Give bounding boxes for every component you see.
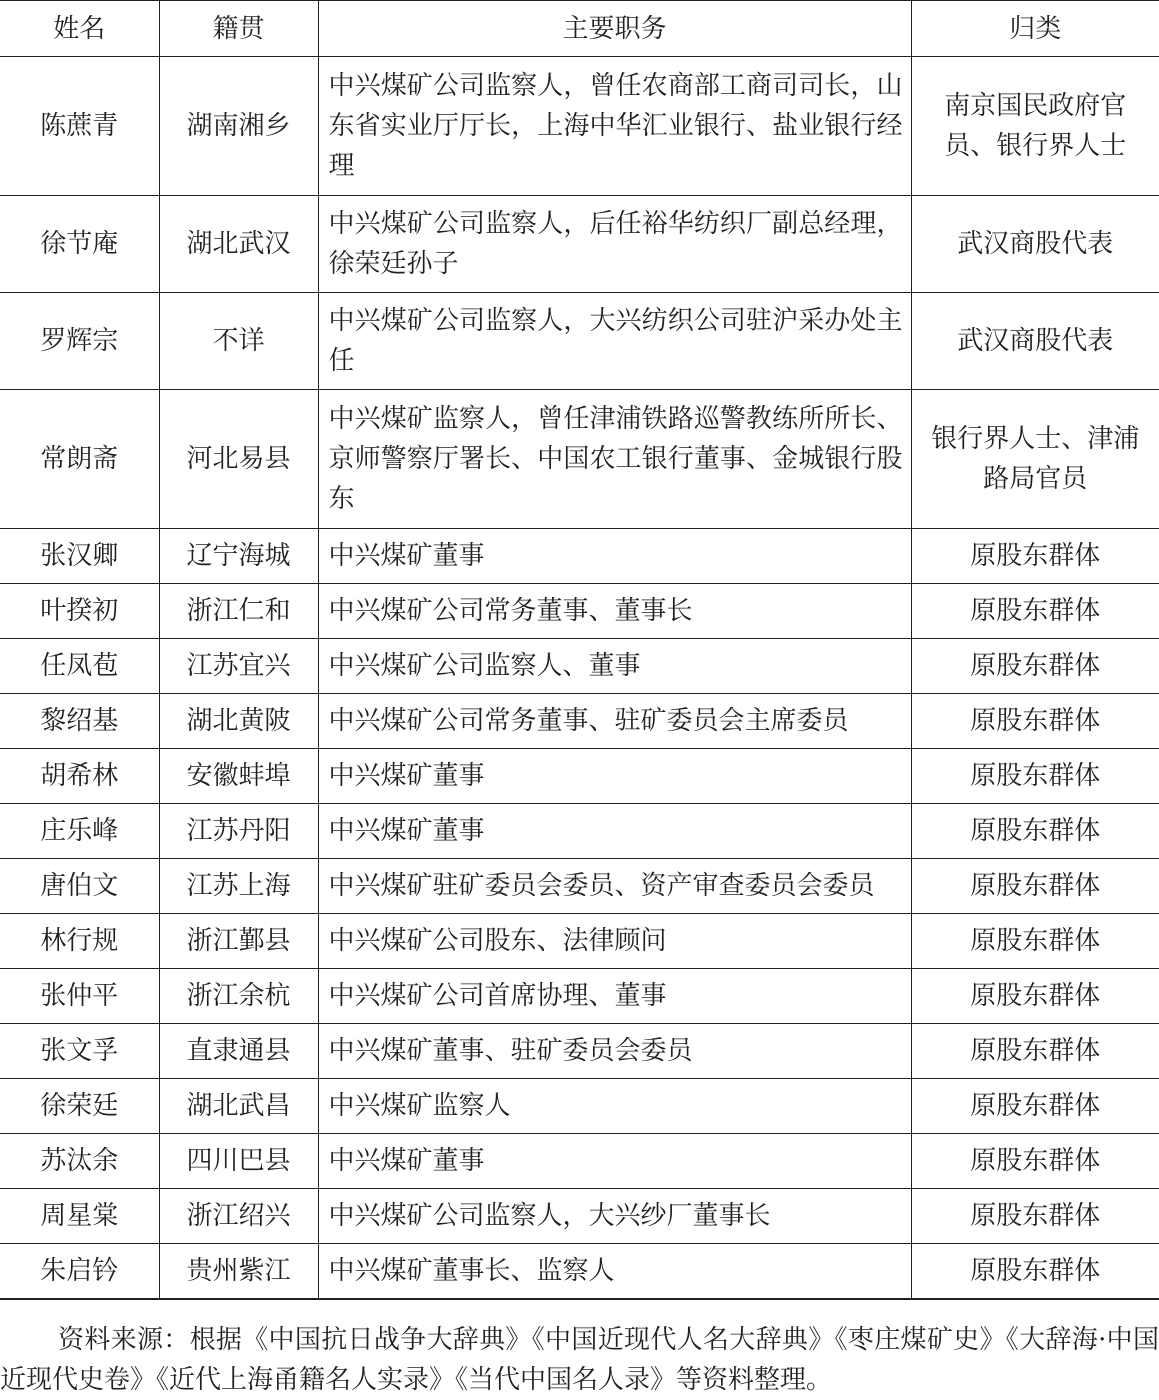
cell-origin: 安徽蚌埠 <box>159 749 318 804</box>
cell-origin: 浙江仁和 <box>159 584 318 639</box>
table-row <box>0 196 1159 293</box>
table-row <box>0 1189 1159 1244</box>
cell-duty: 中兴煤矿董事、驻矿委员会委员 <box>318 1024 911 1079</box>
cell-origin: 不详 <box>159 293 318 390</box>
cell-name: 陈蔗青 <box>0 57 159 196</box>
table-row <box>0 969 1159 1024</box>
cell-name: 张汉卿 <box>0 529 159 584</box>
cell-origin: 浙江鄞县 <box>159 914 318 969</box>
cell-category: 原股东群体 <box>911 1079 1159 1134</box>
table-row <box>0 749 1159 804</box>
cell-name: 朱启钤 <box>0 1244 159 1299</box>
cell-origin: 辽宁海城 <box>159 529 318 584</box>
cell-name: 任凤苞 <box>0 639 159 694</box>
cell-name: 庄乐峰 <box>0 804 159 859</box>
cell-duty: 中兴煤矿董事长、监察人 <box>318 1244 911 1299</box>
cell-duty: 中兴煤矿董事 <box>318 529 911 584</box>
cell-category: 原股东群体 <box>911 804 1159 859</box>
cell-duty: 中兴煤矿公司监察人，大兴纺织公司驻沪采办处主任 <box>318 293 911 390</box>
table-row <box>0 390 1159 529</box>
cell-origin: 河北易县 <box>159 390 318 529</box>
cell-duty: 中兴煤矿公司监察人，大兴纱厂董事长 <box>318 1189 911 1244</box>
cell-name: 张仲平 <box>0 969 159 1024</box>
source-note: 资料来源：根据《中国抗日战争大辞典》《中国近现代人名大辞典》《枣庄煤矿史》《大辞海·中国近现代史卷》《近代上海甬籍名人实录》《当代中国名人录》等资料整理。 <box>0 1325 1159 1395</box>
cell-name: 周星棠 <box>0 1189 159 1244</box>
cell-name: 罗辉宗 <box>0 293 159 390</box>
cell-origin: 贵州紫江 <box>159 1244 318 1299</box>
cell-category: 原股东群体 <box>911 1134 1159 1189</box>
table-row <box>0 1134 1159 1189</box>
cell-name: 张文孚 <box>0 1024 159 1079</box>
table-row <box>0 584 1159 639</box>
table-row <box>0 293 1159 390</box>
cell-category: 原股东群体 <box>911 914 1159 969</box>
cell-category: 武汉商股代表 <box>911 196 1159 293</box>
cell-name: 林行规 <box>0 914 159 969</box>
cell-category: 原股东群体 <box>911 1189 1159 1244</box>
table-row <box>0 914 1159 969</box>
cell-origin: 湖北黄陂 <box>159 694 318 749</box>
cell-name: 黎绍基 <box>0 694 159 749</box>
cell-origin: 江苏上海 <box>159 859 318 914</box>
table-row <box>0 1079 1159 1134</box>
table-row <box>0 57 1159 196</box>
cell-origin: 四川巴县 <box>159 1134 318 1189</box>
cell-duty: 中兴煤矿董事 <box>318 749 911 804</box>
cell-origin: 浙江绍兴 <box>159 1189 318 1244</box>
table-row <box>0 1024 1159 1079</box>
cell-origin: 湖南湘乡 <box>159 57 318 196</box>
cell-origin: 江苏丹阳 <box>159 804 318 859</box>
cell-category: 原股东群体 <box>911 1024 1159 1079</box>
cell-duty: 中兴煤矿监察人 <box>318 1079 911 1134</box>
cell-category: 原股东群体 <box>911 639 1159 694</box>
cell-name: 常朗斋 <box>0 390 159 529</box>
cell-duty: 中兴煤矿公司常务董事、董事长 <box>318 584 911 639</box>
cell-duty: 中兴煤矿董事 <box>318 1134 911 1189</box>
cell-duty: 中兴煤矿公司监察人，曾任农商部工商司司长，山东省实业厅厅长，上海中华汇业银行、盐业银行经理 <box>318 57 911 196</box>
table-row <box>0 804 1159 859</box>
cell-duty: 中兴煤矿公司监察人、董事 <box>318 639 911 694</box>
cell-name: 唐伯文 <box>0 859 159 914</box>
header-origin: 籍贯 <box>159 1 318 57</box>
cell-category: 武汉商股代表 <box>911 293 1159 390</box>
cell-duty: 中兴煤矿公司监察人，后任裕华纺织厂副总经理，徐荣廷孙子 <box>318 196 911 293</box>
cell-category: 原股东群体 <box>911 1244 1159 1299</box>
cell-duty: 中兴煤矿驻矿委员会委员、资产审查委员会委员 <box>318 859 911 914</box>
header-name: 姓名 <box>0 1 159 57</box>
cell-duty: 中兴煤矿监察人，曾任津浦铁路巡警教练所所长、京师警察厅署长、中国农工银行董事、金城银行股东 <box>318 390 911 529</box>
cell-category: 南京国民政府官员、银行界人士 <box>911 57 1159 196</box>
cell-category: 银行界人士、津浦路局官员 <box>911 390 1159 529</box>
cell-category: 原股东群体 <box>911 529 1159 584</box>
table-row <box>0 529 1159 584</box>
cell-duty: 中兴煤矿董事 <box>318 804 911 859</box>
cell-name: 胡希林 <box>0 749 159 804</box>
table-header-row <box>0 1 1159 57</box>
cell-duty: 中兴煤矿公司常务董事、驻矿委员会主席委员 <box>318 694 911 749</box>
cell-name: 徐节庵 <box>0 196 159 293</box>
table-row <box>0 639 1159 694</box>
header-category: 归类 <box>911 1 1159 57</box>
cell-duty: 中兴煤矿公司首席协理、董事 <box>318 969 911 1024</box>
cell-origin: 湖北武汉 <box>159 196 318 293</box>
cell-category: 原股东群体 <box>911 584 1159 639</box>
cell-name: 徐荣廷 <box>0 1079 159 1134</box>
cell-origin: 浙江余杭 <box>159 969 318 1024</box>
header-duty: 主要职务 <box>318 1 911 57</box>
cell-origin: 湖北武昌 <box>159 1079 318 1134</box>
cell-category: 原股东群体 <box>911 694 1159 749</box>
cell-category: 原股东群体 <box>911 749 1159 804</box>
cell-name: 叶揆初 <box>0 584 159 639</box>
cell-origin: 江苏宜兴 <box>159 639 318 694</box>
table-row <box>0 1244 1159 1299</box>
cell-category: 原股东群体 <box>911 969 1159 1024</box>
cell-origin: 直隶通县 <box>159 1024 318 1079</box>
table-row <box>0 694 1159 749</box>
cell-category: 原股东群体 <box>911 859 1159 914</box>
table-row <box>0 859 1159 914</box>
cell-duty: 中兴煤矿公司股东、法律顾问 <box>318 914 911 969</box>
cell-name: 苏汰余 <box>0 1134 159 1189</box>
